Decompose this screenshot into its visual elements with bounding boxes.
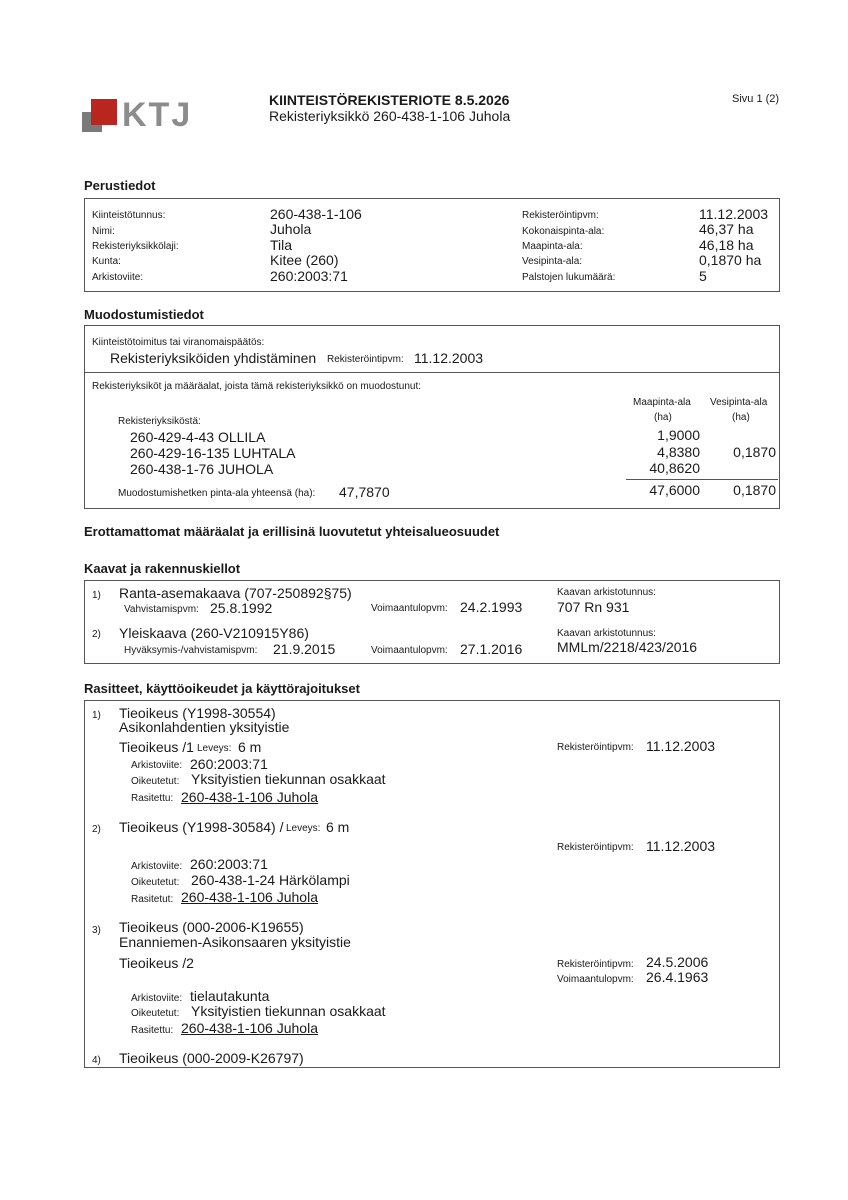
value-kokonaispinta-ala: 46,37 ha (699, 221, 754, 237)
kaava-ark-value: 707 Rn 931 (557, 599, 630, 615)
leveys-label: Leveys: (197, 743, 232, 754)
section-heading-perustiedot: Perustiedot (84, 178, 156, 193)
kaava-ark-label: Kaavan arkistotunnus: (557, 587, 656, 598)
oikeutetut-label: Oikeutetut: (131, 877, 180, 888)
oikeutetut-label: Oikeutetut: (131, 776, 180, 787)
source-unit-maa: 1,9000 (657, 427, 700, 443)
label-vesipinta-ala: Vesipinta-ala: (522, 256, 583, 267)
voim-label: Voimaantulopvm: (557, 974, 634, 985)
kaava-voim-value: 27.1.2016 (460, 641, 523, 657)
rasite-subtitle: Asikonlahdentien yksityistie (119, 719, 290, 735)
label-rekisteriyksikkolaji: Rekisteriyksikkölaji: (92, 241, 179, 252)
rek-value: 11.12.2003 (646, 738, 716, 754)
rasite-title: Tieoikeus (000-2009-K26797) (119, 1050, 304, 1066)
rekisteriyksikosta-label: Rekisteriyksiköstä: (118, 416, 201, 427)
toimitus-label: Kiinteistötoimitus tai viranomaispäätös: (92, 337, 265, 348)
rasitettu-label: Rasitettu: (131, 1025, 174, 1036)
rasitettu-value: 260-438-1-106 Juhola (181, 1020, 318, 1036)
oikeutetut-value: 260-438-1-24 Härkölampi (191, 872, 350, 888)
rasite-title: Tieoikeus (Y1998-30584) / (119, 819, 284, 835)
muodostumis-rek-label: Rekisteröintipvm: (327, 354, 404, 365)
source-unit-name: 260-429-16-135 LUHTALA (130, 445, 296, 461)
label-kunta: Kunta: (92, 256, 121, 267)
arkistoviite-value: 260:2003:71 (190, 756, 268, 772)
arkistoviite-label: Arkistoviite: (131, 861, 183, 872)
total-area-label: Muodostumishetken pinta-ala yhteensä (ha): (118, 488, 316, 499)
section-heading-muodostumistiedot: Muodostumistiedot (84, 307, 204, 322)
section-heading-rasitteet: Rasitteet, käyttöoikeudet ja käyttörajoitukset (84, 681, 360, 696)
voim-value: 26.4.1963 (646, 969, 709, 985)
perustiedot-box (84, 198, 780, 292)
item-number: 2) (92, 629, 101, 640)
oikeutetut-value: Yksityistien tiekunnan osakkaat (191, 1003, 386, 1019)
section-heading-kaavat: Kaavat ja rakennuskiellot (84, 561, 241, 576)
source-unit-maa: 4,8380 (657, 444, 700, 460)
arkistoviite-value: 260:2003:71 (190, 856, 268, 872)
total-area-value: 47,7870 (339, 484, 390, 500)
source-unit-vesi: 0,1870 (733, 444, 776, 460)
item-number: 4) (92, 1055, 101, 1066)
kaava-voim-label: Voimaantulopvm: (371, 603, 448, 614)
value-maapinta-ala: 46,18 ha (699, 237, 754, 253)
logo-square-red (91, 99, 117, 125)
leveys-value: 6 m (238, 739, 262, 755)
rasite-title: Tieoikeus (Y1998-30554) (119, 705, 276, 721)
value-rekisterointipvm: 11.12.2003 (699, 206, 769, 222)
label-maapinta-ala: Maapinta-ala: (522, 241, 583, 252)
rasite-title: Tieoikeus (000-2006-K19655) (119, 919, 304, 935)
kaava-date-label: Hyväksymis-/vahvistamispvm: (124, 645, 258, 656)
section-heading-erottamattomat: Erottamattomat määräalat ja erillisinä luovutetut yhteisalueosuudet (84, 524, 500, 539)
kaava-voim-value: 24.2.1993 (460, 599, 523, 615)
leveys-value: 6 m (326, 819, 350, 835)
item-number: 3) (92, 925, 101, 936)
rek-value: 24.5.2006 (646, 954, 709, 970)
kaava-ark-value: MMLm/2218/423/2016 (557, 639, 698, 655)
rasitettu-value: 260-438-1-106 Juhola (181, 789, 318, 805)
rasite-subtitle: Enanniemen-Asikonsaaren yksityistie (119, 934, 351, 950)
sum-maa: 47,6000 (649, 482, 700, 498)
page-number: Sivu 1 (2) (732, 93, 780, 105)
label-palstojen-lukumaara: Palstojen lukumäärä: (522, 272, 616, 283)
value-kiinteistotunnus: 260-438-1-106 (270, 206, 362, 222)
sum-divider (626, 479, 778, 480)
rek-label: Rekisteröintipvm: (557, 742, 634, 753)
rasite-sub: Tieoikeus /2 (119, 955, 194, 971)
value-palstojen-lukumaara: 5 (699, 268, 707, 284)
rasitetut-value: 260-438-1-106 Juhola (181, 889, 318, 905)
item-number: 2) (92, 824, 101, 835)
rasitetut-label: Rasitetut: (131, 894, 174, 905)
arkistoviite-value: tielautakunta (190, 988, 270, 1004)
label-kokonaispinta-ala: Kokonaispinta-ala: (522, 226, 605, 237)
kaava-date-value: 25.8.1992 (210, 600, 273, 616)
muodostumis-description: Rekisteriyksiköt ja määräalat, joista tämä rekisteriyksikkö on muodostunut: (92, 381, 422, 392)
label-rekisterointipvm: Rekisteröintipvm: (522, 210, 599, 221)
source-unit-maa: 40,8620 (649, 460, 700, 476)
column-header-vesipinta-ala: Vesipinta-ala (710, 397, 768, 408)
value-arkistoviite: 260:2003:71 (270, 268, 348, 284)
kaava-date-label: Vahvistamispvm: (124, 604, 199, 615)
arkistoviite-label: Arkistoviite: (131, 993, 183, 1004)
oikeutetut-label: Oikeutetut: (131, 1008, 180, 1019)
label-kiinteistotunnus: Kiinteistötunnus: (92, 210, 166, 221)
source-unit-name: 260-429-4-43 OLLILA (130, 429, 266, 445)
rasitteet-box (84, 700, 780, 1068)
column-unit-vesi: (ha) (732, 412, 750, 423)
column-unit-maa: (ha) (654, 412, 672, 423)
leveys-label: Leveys: (286, 823, 321, 834)
oikeutetut-value: Yksityistien tiekunnan osakkaat (191, 771, 386, 787)
logo-text: KTJ (122, 96, 193, 134)
value-kunta: Kitee (260) (270, 252, 339, 268)
item-number: 1) (92, 590, 101, 601)
value-nimi: Juhola (270, 221, 312, 237)
rek-value: 11.12.2003 (646, 838, 716, 854)
kaava-ark-label: Kaavan arkistotunnus: (557, 628, 656, 639)
column-header-maapinta-ala: Maapinta-ala (633, 397, 691, 408)
value-rekisteriyksikkolaji: Tila (270, 237, 293, 253)
rek-label: Rekisteröintipvm: (557, 959, 634, 970)
document-title: KIINTEISTÖREKISTERIOTE 8.5.2026 (269, 92, 510, 108)
label-nimi: Nimi: (92, 226, 115, 237)
sum-vesi: 0,1870 (733, 482, 776, 498)
rek-label: Rekisteröintipvm: (557, 842, 634, 853)
muodostumis-rek-value: 11.12.2003 (414, 350, 484, 366)
label-arkistoviite: Arkistoviite: (92, 272, 144, 283)
arkistoviite-label: Arkistoviite: (131, 760, 183, 771)
divider (84, 372, 780, 373)
document-subtitle: Rekisteriyksikkö 260-438-1-106 Juhola (269, 108, 511, 124)
kaava-voim-label: Voimaantulopvm: (371, 645, 448, 656)
source-unit-name: 260-438-1-76 JUHOLA (130, 461, 274, 477)
kaava-name: Ranta-asemakaava (707-250892§75) (119, 585, 352, 601)
rasitettu-label: Rasitettu: (131, 793, 174, 804)
kaava-date-value: 21.9.2015 (273, 641, 336, 657)
kaava-name: Yleiskaava (260-V210915Y86) (119, 625, 309, 641)
value-vesipinta-ala: 0,1870 ha (699, 252, 762, 268)
item-number: 1) (92, 710, 101, 721)
rasite-sub: Tieoikeus /1 (119, 739, 194, 755)
toimitus-value: Rekisteriyksiköiden yhdistäminen (110, 350, 317, 366)
